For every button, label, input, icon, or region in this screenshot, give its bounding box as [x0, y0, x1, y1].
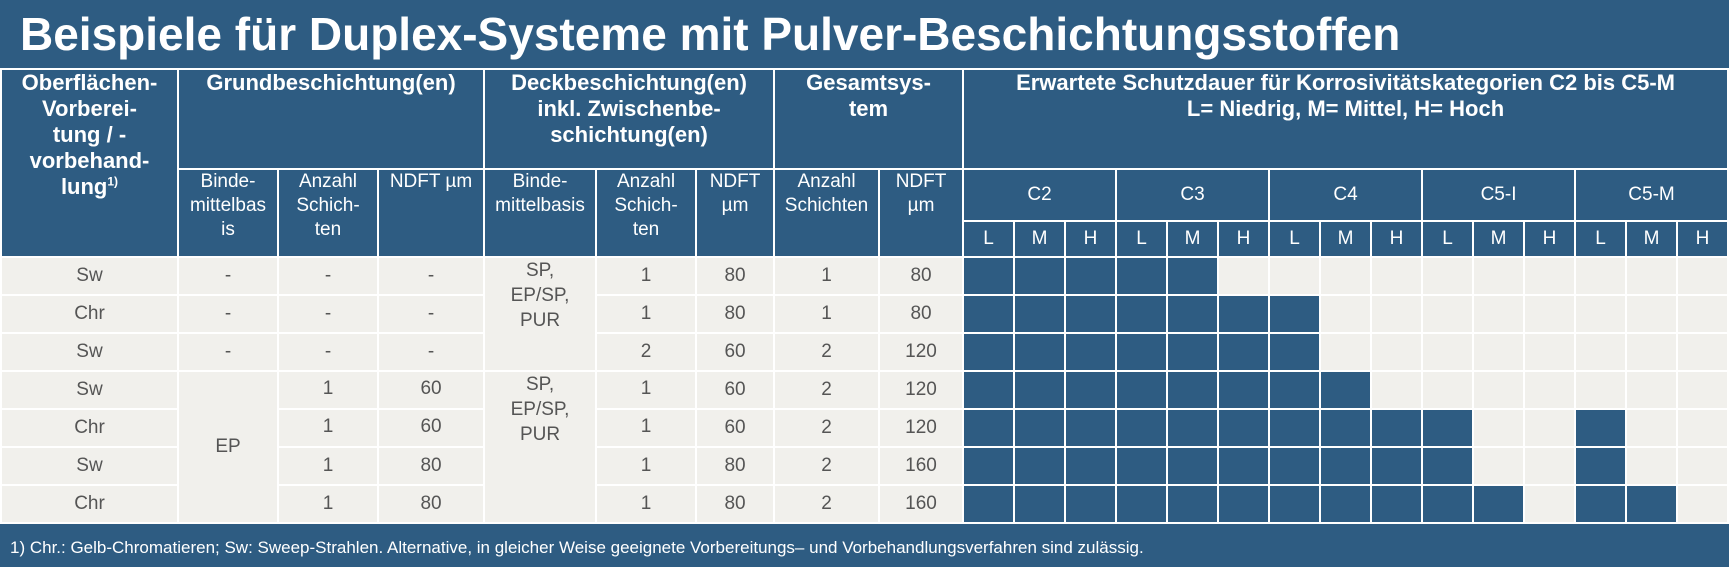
grid-cell-filled	[963, 371, 1014, 409]
cell-deck-anzahl: 1	[596, 295, 696, 333]
level-label: H	[1065, 221, 1116, 257]
grid-cell-empty	[1524, 409, 1575, 447]
cell-grund-anzahl: 1	[278, 485, 378, 523]
cell-vorbehandlung: Sw	[1, 333, 178, 371]
cell-gesamt-ndft: 80	[879, 257, 963, 295]
cell-deck-anzahl: 1	[596, 447, 696, 485]
subheader-grund-bindemittel: Binde- mittelbas is	[178, 169, 278, 257]
grid-cell-empty	[1473, 409, 1524, 447]
cell-gesamt-ndft: 120	[879, 371, 963, 409]
grid-cell-filled	[1320, 371, 1371, 409]
grid-cell-empty	[1473, 257, 1524, 295]
cell-deck-ndft: 60	[696, 409, 774, 447]
grid-cell-empty	[1371, 333, 1422, 371]
cell-grund-ndft: -	[378, 333, 484, 371]
cell-gesamt-ndft: 120	[879, 409, 963, 447]
grid-cell-empty	[1677, 409, 1728, 447]
grid-cell-filled	[1422, 409, 1473, 447]
grid-cell-filled	[1014, 409, 1065, 447]
grid-cell-empty	[1473, 447, 1524, 485]
grid-cell-filled	[1320, 447, 1371, 485]
subheader-grund-anzahl: Anzahl Schich- ten	[278, 169, 378, 257]
header-oberflaeche: Oberflächen- Vorberei- tung / - vorbehand- lung$^{1)}$	[1, 69, 178, 257]
header-row-2	[1, 169, 1728, 221]
cell-gesamt-anzahl: 2	[774, 333, 879, 371]
grid-cell-filled	[963, 295, 1014, 333]
grid-cell-empty	[1422, 371, 1473, 409]
grid-cell-filled	[1218, 485, 1269, 523]
level-label: M	[1626, 221, 1677, 257]
cell-deck-ndft: 80	[696, 447, 774, 485]
level-label: L	[1575, 221, 1626, 257]
grid-cell-filled	[1575, 409, 1626, 447]
grid-cell-filled	[1116, 333, 1167, 371]
cell-deck-bindemittel: SP, EP/SP, PUR	[484, 257, 596, 371]
cell-deck-ndft: 60	[696, 333, 774, 371]
grid-cell-filled	[1371, 409, 1422, 447]
grid-cell-empty	[1371, 257, 1422, 295]
cell-deck-anzahl: 2	[596, 333, 696, 371]
grid-cell-filled	[1065, 333, 1116, 371]
cell-deck-ndft: 80	[696, 257, 774, 295]
cell-deck-anzahl: 1	[596, 409, 696, 447]
grid-cell-empty	[1524, 447, 1575, 485]
subheader-grund-ndft: NDFT µm	[378, 169, 484, 257]
cell-deck-anzahl: 1	[596, 257, 696, 295]
grid-cell-filled	[1371, 447, 1422, 485]
cell-grund-anzahl: -	[278, 295, 378, 333]
cell-grund-anzahl: -	[278, 333, 378, 371]
cell-grund-anzahl: 1	[278, 447, 378, 485]
grid-cell-empty	[1320, 257, 1371, 295]
cell-gesamt-ndft: 160	[879, 485, 963, 523]
cell-vorbehandlung: Chr	[1, 485, 178, 523]
grid-cell-empty	[1422, 295, 1473, 333]
cell-deck-anzahl: 1	[596, 485, 696, 523]
level-label: M	[1473, 221, 1524, 257]
grid-cell-filled	[1116, 295, 1167, 333]
grid-cell-filled	[1014, 295, 1065, 333]
grid-cell-filled	[1269, 485, 1320, 523]
cell-vorbehandlung: Sw	[1, 447, 178, 485]
grid-cell-filled	[1014, 257, 1065, 295]
cell-grund-ndft: 80	[378, 447, 484, 485]
grid-cell-filled	[1065, 409, 1116, 447]
level-label: M	[1320, 221, 1371, 257]
level-label: L	[1269, 221, 1320, 257]
cell-gesamt-anzahl: 2	[774, 371, 879, 409]
cell-deck-bindemittel: SP, EP/SP, PUR	[484, 371, 596, 523]
cell-gesamt-anzahl: 1	[774, 295, 879, 333]
subheader-gesamt-ndft: NDFT µm	[879, 169, 963, 257]
grid-cell-filled	[1422, 447, 1473, 485]
cell-gesamt-anzahl: 2	[774, 447, 879, 485]
grid-cell-empty	[1371, 371, 1422, 409]
grid-cell-filled	[963, 485, 1014, 523]
subheader-deck-bindemittel: Binde- mittelbasis	[484, 169, 596, 257]
cell-gesamt-ndft: 120	[879, 333, 963, 371]
grid-cell-filled	[1167, 371, 1218, 409]
cell-deck-ndft: 80	[696, 485, 774, 523]
grid-cell-empty	[1524, 371, 1575, 409]
grid-cell-empty	[1626, 409, 1677, 447]
header-grundbeschichtung: Grundbeschichtung(en)	[178, 69, 484, 169]
cell-vorbehandlung: Sw	[1, 257, 178, 295]
grid-cell-filled	[1167, 295, 1218, 333]
grid-cell-empty	[1269, 257, 1320, 295]
grid-cell-empty	[1524, 295, 1575, 333]
header-gesamtsystem: Gesamtsys- tem	[774, 69, 963, 169]
grid-cell-empty	[1320, 295, 1371, 333]
cell-grund-ndft: 60	[378, 409, 484, 447]
cell-grund-anzahl: 1	[278, 409, 378, 447]
category-c2: C2	[963, 169, 1116, 221]
grid-cell-filled	[1269, 371, 1320, 409]
grid-cell-filled	[1014, 447, 1065, 485]
grid-cell-filled	[1626, 485, 1677, 523]
cell-gesamt-anzahl: 2	[774, 485, 879, 523]
grid-cell-filled	[1014, 371, 1065, 409]
grid-cell-filled	[963, 409, 1014, 447]
grid-cell-filled	[1065, 257, 1116, 295]
cell-grund-ndft: 60	[378, 371, 484, 409]
grid-cell-empty	[1473, 371, 1524, 409]
grid-cell-filled	[963, 333, 1014, 371]
level-label: L	[963, 221, 1014, 257]
level-label: L	[1116, 221, 1167, 257]
footnote-marker: 1)	[107, 174, 119, 189]
grid-cell-filled	[1167, 485, 1218, 523]
grid-cell-empty	[1575, 257, 1626, 295]
grid-cell-filled	[963, 257, 1014, 295]
cell-gesamt-ndft: 160	[879, 447, 963, 485]
header-schutzdauer: Erwartete Schutzdauer für Korrosivitätskategorien C2 bis C5-M L= Niedrig, M= Mittel, H= Hoch	[963, 69, 1728, 169]
grid-cell-filled	[1065, 295, 1116, 333]
grid-cell-filled	[1473, 485, 1524, 523]
grid-cell-filled	[1167, 447, 1218, 485]
category-c4: C4	[1269, 169, 1422, 221]
grid-cell-empty	[1320, 333, 1371, 371]
level-label: H	[1677, 221, 1728, 257]
grid-cell-empty	[1677, 257, 1728, 295]
grid-cell-empty	[1626, 333, 1677, 371]
cell-grund-ndft: 80	[378, 485, 484, 523]
cell-gesamt-anzahl: 1	[774, 257, 879, 295]
grid-cell-filled	[1014, 333, 1065, 371]
grid-cell-filled	[1167, 409, 1218, 447]
grid-cell-filled	[1269, 409, 1320, 447]
cell-grund-anzahl: 1	[278, 371, 378, 409]
grid-cell-filled	[1575, 485, 1626, 523]
header-row-1	[1, 69, 1728, 169]
cell-vorbehandlung: Chr	[1, 295, 178, 333]
grid-cell-empty	[1371, 295, 1422, 333]
grid-cell-filled	[1065, 485, 1116, 523]
grid-cell-empty	[1626, 295, 1677, 333]
grid-cell-filled	[1014, 485, 1065, 523]
level-label: H	[1371, 221, 1422, 257]
cell-gesamt-ndft: 80	[879, 295, 963, 333]
grid-cell-filled	[1116, 447, 1167, 485]
category-c3: C3	[1116, 169, 1269, 221]
page-title: Beispiele für Duplex-Systeme mit Pulver-Beschichtungsstoffen	[20, 8, 1401, 60]
cell-grund-bindemittel: EP	[178, 371, 278, 523]
level-label: H	[1218, 221, 1269, 257]
grid-cell-filled	[1320, 409, 1371, 447]
cell-deck-ndft: 80	[696, 295, 774, 333]
grid-cell-empty	[1677, 447, 1728, 485]
cell-grund-bindemittel: -	[178, 257, 278, 295]
grid-cell-filled	[1218, 371, 1269, 409]
footnote: 1) Chr.: Gelb-Chromatieren; Sw: Sweep-Strahlen. Alternative, in gleicher Weise geeignete Vorbereitungs– und Vorbehandlungsverfahren sind zulässig.	[10, 538, 1144, 557]
grid-cell-filled	[1371, 485, 1422, 523]
grid-cell-filled	[1269, 295, 1320, 333]
category-c5-i: C5-I	[1422, 169, 1575, 221]
table-row	[1, 371, 1728, 409]
grid-cell-filled	[1116, 485, 1167, 523]
cell-vorbehandlung: Sw	[1, 371, 178, 409]
grid-cell-filled	[1218, 447, 1269, 485]
grid-cell-filled	[1116, 371, 1167, 409]
table-row	[1, 295, 1728, 333]
grid-cell-empty	[1422, 257, 1473, 295]
cell-grund-ndft: -	[378, 295, 484, 333]
level-label: M	[1014, 221, 1065, 257]
cell-gesamt-anzahl: 2	[774, 409, 879, 447]
grid-cell-empty	[1626, 447, 1677, 485]
grid-cell-filled	[1167, 257, 1218, 295]
grid-cell-filled	[1218, 295, 1269, 333]
grid-cell-empty	[1473, 333, 1524, 371]
subheader-deck-ndft: NDFT µm	[696, 169, 774, 257]
category-c5-m: C5-M	[1575, 169, 1728, 221]
header-deckbeschichtung: Deckbeschichtung(en) inkl. Zwischenbe- schichtung(en)	[484, 69, 774, 169]
table-row	[1, 333, 1728, 371]
cell-vorbehandlung: Chr	[1, 409, 178, 447]
grid-cell-empty	[1626, 371, 1677, 409]
grid-cell-filled	[1065, 447, 1116, 485]
level-label: M	[1167, 221, 1218, 257]
grid-cell-filled	[963, 447, 1014, 485]
grid-cell-empty	[1677, 333, 1728, 371]
subheader-gesamt-anzahl: Anzahl Schichten	[774, 169, 879, 257]
grid-cell-filled	[1065, 371, 1116, 409]
grid-cell-filled	[1167, 333, 1218, 371]
cell-grund-bindemittel: -	[178, 333, 278, 371]
grid-cell-filled	[1269, 333, 1320, 371]
grid-cell-empty	[1575, 371, 1626, 409]
grid-cell-empty	[1677, 485, 1728, 523]
level-label: L	[1422, 221, 1473, 257]
grid-cell-empty	[1626, 257, 1677, 295]
grid-cell-empty	[1524, 257, 1575, 295]
grid-cell-empty	[1524, 485, 1575, 523]
grid-cell-filled	[1320, 485, 1371, 523]
cell-deck-anzahl: 1	[596, 371, 696, 409]
level-label: H	[1524, 221, 1575, 257]
grid-cell-filled	[1269, 447, 1320, 485]
cell-deck-ndft: 60	[696, 371, 774, 409]
cell-grund-anzahl: -	[278, 257, 378, 295]
table-row	[1, 257, 1728, 295]
grid-cell-empty	[1575, 333, 1626, 371]
grid-cell-empty	[1473, 295, 1524, 333]
grid-cell-filled	[1116, 409, 1167, 447]
grid-cell-filled	[1218, 333, 1269, 371]
grid-cell-filled	[1116, 257, 1167, 295]
grid-cell-empty	[1575, 295, 1626, 333]
grid-cell-empty	[1422, 333, 1473, 371]
subheader-deck-anzahl: Anzahl Schich- ten	[596, 169, 696, 257]
grid-cell-empty	[1524, 333, 1575, 371]
grid-cell-filled	[1575, 447, 1626, 485]
cell-grund-ndft: -	[378, 257, 484, 295]
duplex-systems-table	[0, 68, 1729, 524]
grid-cell-empty	[1677, 371, 1728, 409]
cell-grund-bindemittel: -	[178, 295, 278, 333]
grid-cell-empty	[1677, 295, 1728, 333]
grid-cell-filled	[1422, 485, 1473, 523]
grid-cell-filled	[1218, 409, 1269, 447]
grid-cell-empty	[1218, 257, 1269, 295]
